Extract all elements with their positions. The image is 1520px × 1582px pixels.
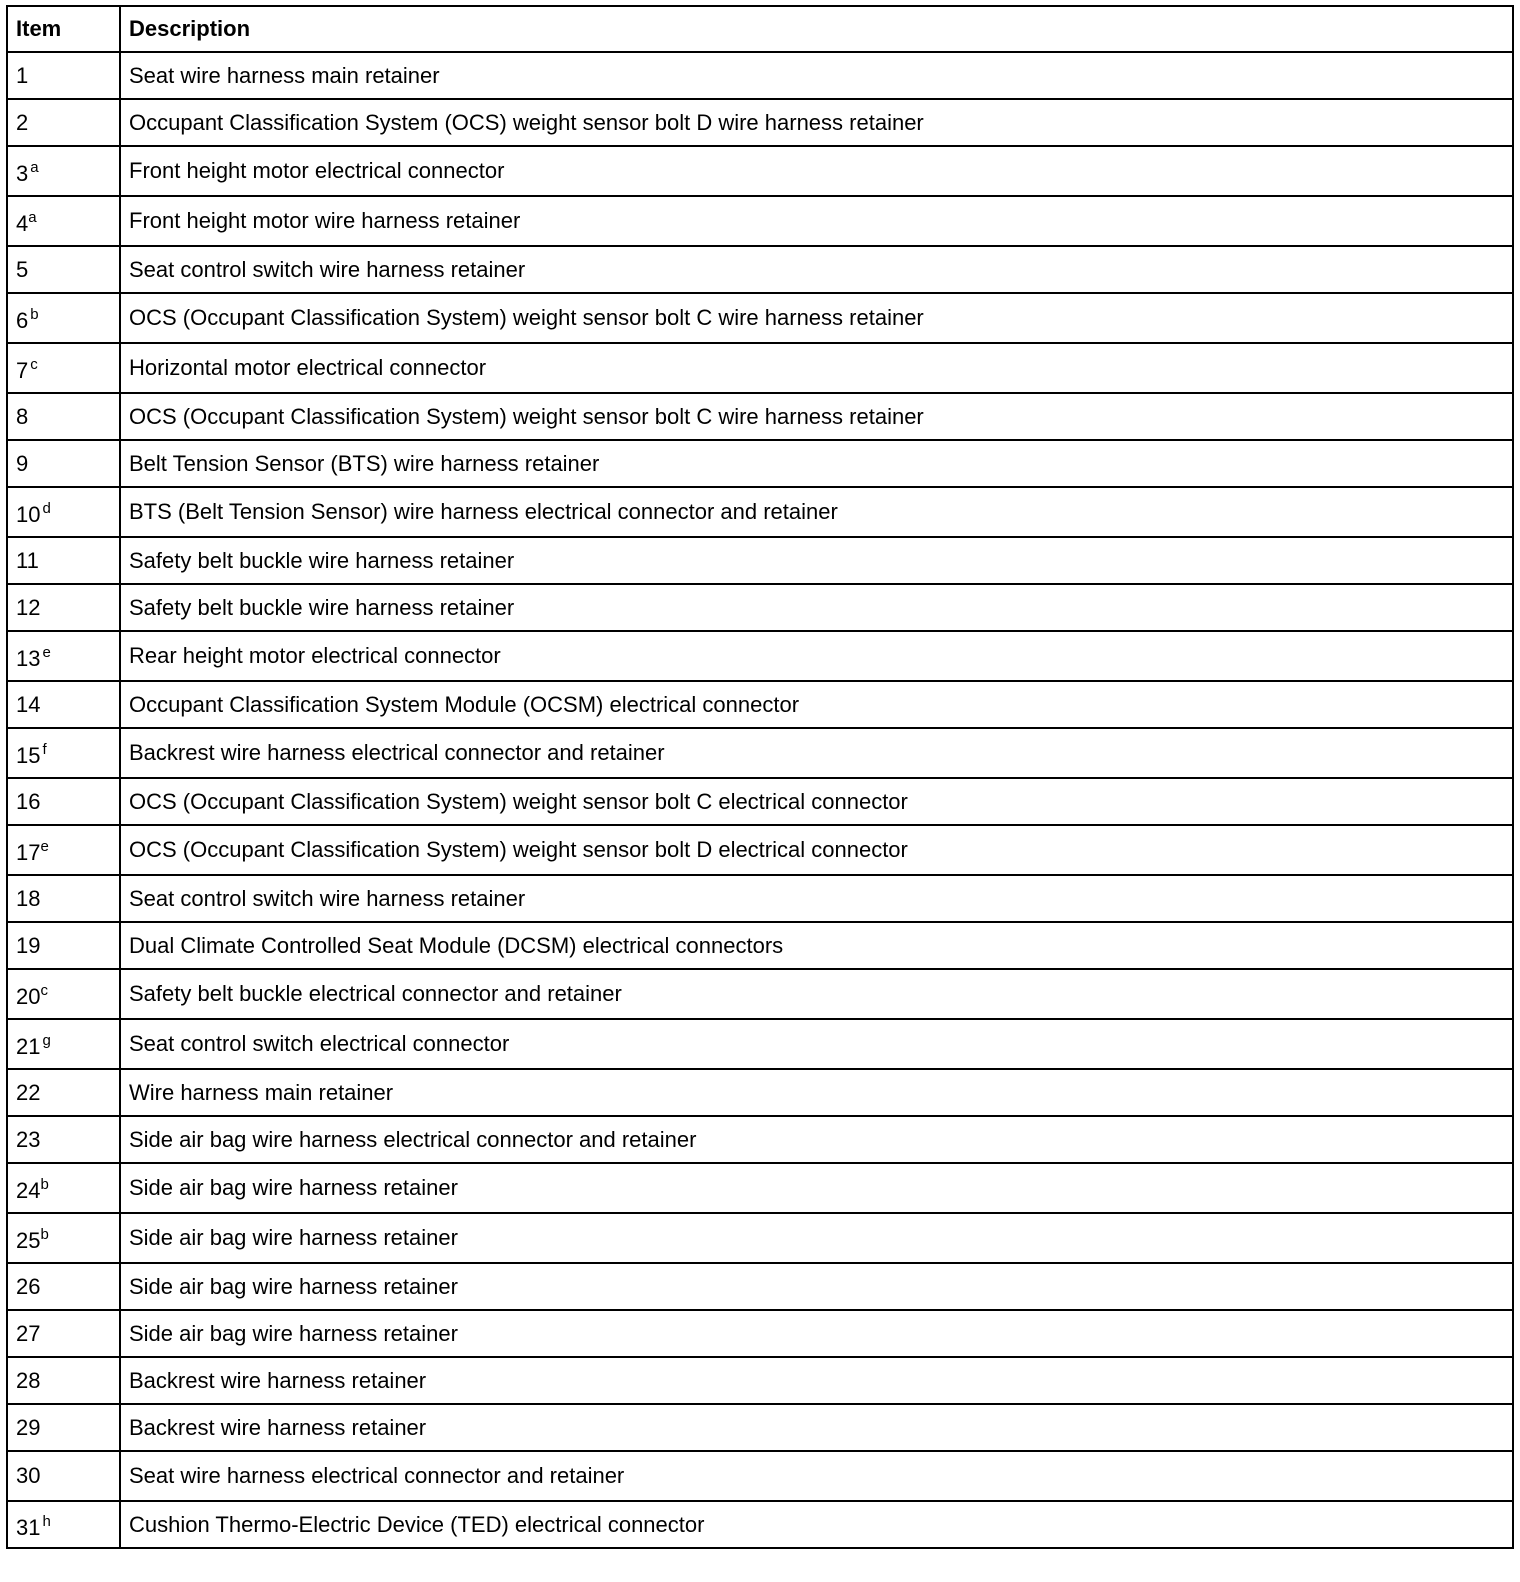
item-description-table-container <box>6 5 1514 1549</box>
table-row <box>7 681 1513 728</box>
table-row <box>7 146 1513 196</box>
table-row <box>7 440 1513 487</box>
item-footnote-marker: b <box>40 1176 49 1193</box>
item-number: 29 <box>16 1414 41 1440</box>
description-cell: Cushion Thermo-Electric Device (TED) electrical connector <box>120 1501 1513 1548</box>
header-item: Item <box>7 6 120 52</box>
item-cell <box>7 1357 120 1404</box>
table-row <box>7 487 1513 537</box>
description-cell: Side air bag wire harness retainer <box>120 1310 1513 1357</box>
item-number: 9 <box>16 450 29 476</box>
item-cell <box>7 778 120 825</box>
item-cell <box>7 196 120 246</box>
item-footnote-marker: a <box>30 159 39 176</box>
item-cell <box>7 922 120 969</box>
table-row <box>7 778 1513 825</box>
item-number: 10 <box>16 502 41 527</box>
table-row <box>7 969 1513 1019</box>
table-row <box>7 393 1513 440</box>
item-footnote-marker: b <box>40 1226 49 1243</box>
item-cell <box>7 1213 120 1263</box>
table-row <box>7 584 1513 631</box>
table-row <box>7 1451 1513 1501</box>
item-cell <box>7 1163 120 1213</box>
item-cell <box>7 99 120 146</box>
description-cell: Seat wire harness main retainer <box>120 52 1513 99</box>
item-number: 14 <box>16 691 41 717</box>
item-number: 11 <box>16 547 39 573</box>
item-number: 22 <box>16 1079 41 1105</box>
table-row <box>7 1357 1513 1404</box>
table-row <box>7 293 1513 343</box>
item-number: 8 <box>16 403 29 429</box>
item-cell <box>7 146 120 196</box>
item-number: 18 <box>16 885 41 911</box>
item-number: 2 <box>16 109 29 135</box>
item-cell <box>7 1069 120 1116</box>
item-number: 15 <box>16 743 41 768</box>
table-row <box>7 631 1513 681</box>
item-number: 6 <box>16 308 29 333</box>
table-row <box>7 1310 1513 1357</box>
item-cell <box>7 1310 120 1357</box>
description-cell: Occupant Classification System Module (OCSM) electrical connector <box>120 681 1513 728</box>
item-cell <box>7 293 120 343</box>
item-number: 17 <box>16 840 41 865</box>
description-cell: Backrest wire harness retainer <box>120 1404 1513 1451</box>
item-cell <box>7 537 120 584</box>
item-number: 21 <box>16 1034 41 1059</box>
description-cell: Safety belt buckle wire harness retainer <box>120 537 1513 584</box>
item-cell <box>7 52 120 99</box>
item-cell <box>7 1116 120 1163</box>
table-row <box>7 922 1513 969</box>
table-row <box>7 246 1513 293</box>
item-number: 5 <box>16 256 29 282</box>
table-body <box>7 52 1513 1548</box>
item-cell <box>7 969 120 1019</box>
item-cell <box>7 246 120 293</box>
item-footnote-marker: e <box>42 644 51 661</box>
description-cell: Dual Climate Controlled Seat Module (DCSM) electrical connectors <box>120 922 1513 969</box>
table-row <box>7 825 1513 875</box>
item-footnote-marker: a <box>28 209 37 226</box>
description-cell: Side air bag wire harness retainer <box>120 1213 1513 1263</box>
table-row <box>7 1404 1513 1451</box>
item-cell <box>7 875 120 922</box>
item-number: 28 <box>16 1367 41 1393</box>
item-cell <box>7 343 120 393</box>
header-description: Description <box>120 6 1513 52</box>
table-row <box>7 728 1513 778</box>
item-number: 25 <box>16 1228 41 1253</box>
item-cell <box>7 681 120 728</box>
item-cell <box>7 1404 120 1451</box>
item-number: 4 <box>16 211 29 236</box>
description-cell: Wire harness main retainer <box>120 1069 1513 1116</box>
description-cell: Seat control switch wire harness retainer <box>120 246 1513 293</box>
item-number: 30 <box>16 1463 41 1488</box>
description-cell: Seat wire harness electrical connector and retainer <box>120 1451 1513 1501</box>
description-cell: BTS (Belt Tension Sensor) wire harness electrical connector and retainer <box>120 487 1513 537</box>
item-footnote-marker: g <box>42 1032 51 1049</box>
description-cell: Front height motor wire harness retainer <box>120 196 1513 246</box>
table-row <box>7 1019 1513 1069</box>
item-number: 31 <box>16 1514 41 1540</box>
table-row <box>7 875 1513 922</box>
description-cell: OCS (Occupant Classification System) weight sensor bolt C electrical connector <box>120 778 1513 825</box>
item-number: 26 <box>16 1273 41 1299</box>
description-cell: Backrest wire harness retainer <box>120 1357 1513 1404</box>
item-number: 7 <box>16 358 29 383</box>
description-cell: Safety belt buckle electrical connector and retainer <box>120 969 1513 1019</box>
item-footnote-marker: h <box>42 1512 51 1530</box>
table-header-row <box>7 6 1513 52</box>
item-footnote-marker: b <box>30 306 39 323</box>
item-number: 13 <box>16 646 41 671</box>
item-cell <box>7 631 120 681</box>
description-cell: Horizontal motor electrical connector <box>120 343 1513 393</box>
description-cell: Front height motor electrical connector <box>120 146 1513 196</box>
table-row <box>7 1263 1513 1310</box>
description-cell: Seat control switch electrical connector <box>120 1019 1513 1069</box>
table-row <box>7 1116 1513 1163</box>
table-row <box>7 1213 1513 1263</box>
description-cell: Rear height motor electrical connector <box>120 631 1513 681</box>
item-number: 19 <box>16 932 41 958</box>
item-number: 20 <box>16 984 41 1009</box>
item-cell <box>7 1451 120 1501</box>
table-row <box>7 1069 1513 1116</box>
item-cell <box>7 584 120 631</box>
item-footnote-marker: f <box>42 741 47 758</box>
item-cell <box>7 487 120 537</box>
item-cell <box>7 393 120 440</box>
item-cell <box>7 440 120 487</box>
table-row <box>7 343 1513 393</box>
description-cell: Side air bag wire harness retainer <box>120 1263 1513 1310</box>
table-row <box>7 99 1513 146</box>
item-number: 12 <box>16 594 41 620</box>
description-cell: Belt Tension Sensor (BTS) wire harness retainer <box>120 440 1513 487</box>
description-cell: OCS (Occupant Classification System) weight sensor bolt C wire harness retainer <box>120 393 1513 440</box>
item-number: 24 <box>16 1178 41 1203</box>
table-row <box>7 537 1513 584</box>
item-footnote-marker: e <box>40 838 49 855</box>
item-cell <box>7 825 120 875</box>
item-number: 23 <box>16 1126 41 1152</box>
table-row <box>7 196 1513 246</box>
item-footnote-marker: c <box>30 356 38 373</box>
table-row <box>7 1163 1513 1213</box>
description-cell: OCS (Occupant Classification System) weight sensor bolt D electrical connector <box>120 825 1513 875</box>
description-cell: Occupant Classification System (OCS) weight sensor bolt D wire harness retainer <box>120 99 1513 146</box>
description-cell: Side air bag wire harness electrical connector and retainer <box>120 1116 1513 1163</box>
item-footnote-marker: c <box>40 982 48 999</box>
item-footnote-marker: d <box>42 500 51 517</box>
description-cell: Safety belt buckle wire harness retainer <box>120 584 1513 631</box>
item-cell <box>7 1501 120 1548</box>
item-description-table <box>6 5 1514 1549</box>
description-cell: OCS (Occupant Classification System) weight sensor bolt C wire harness retainer <box>120 293 1513 343</box>
description-cell: Seat control switch wire harness retainer <box>120 875 1513 922</box>
description-cell: Side air bag wire harness retainer <box>120 1163 1513 1213</box>
item-cell <box>7 1263 120 1310</box>
item-number: 1 <box>16 62 29 88</box>
item-cell <box>7 728 120 778</box>
table-row <box>7 1501 1513 1548</box>
item-number: 27 <box>16 1320 41 1346</box>
table-row <box>7 52 1513 99</box>
item-number: 3 <box>16 161 29 186</box>
description-cell: Backrest wire harness electrical connector and retainer <box>120 728 1513 778</box>
item-number: 16 <box>16 788 41 814</box>
item-cell <box>7 1019 120 1069</box>
